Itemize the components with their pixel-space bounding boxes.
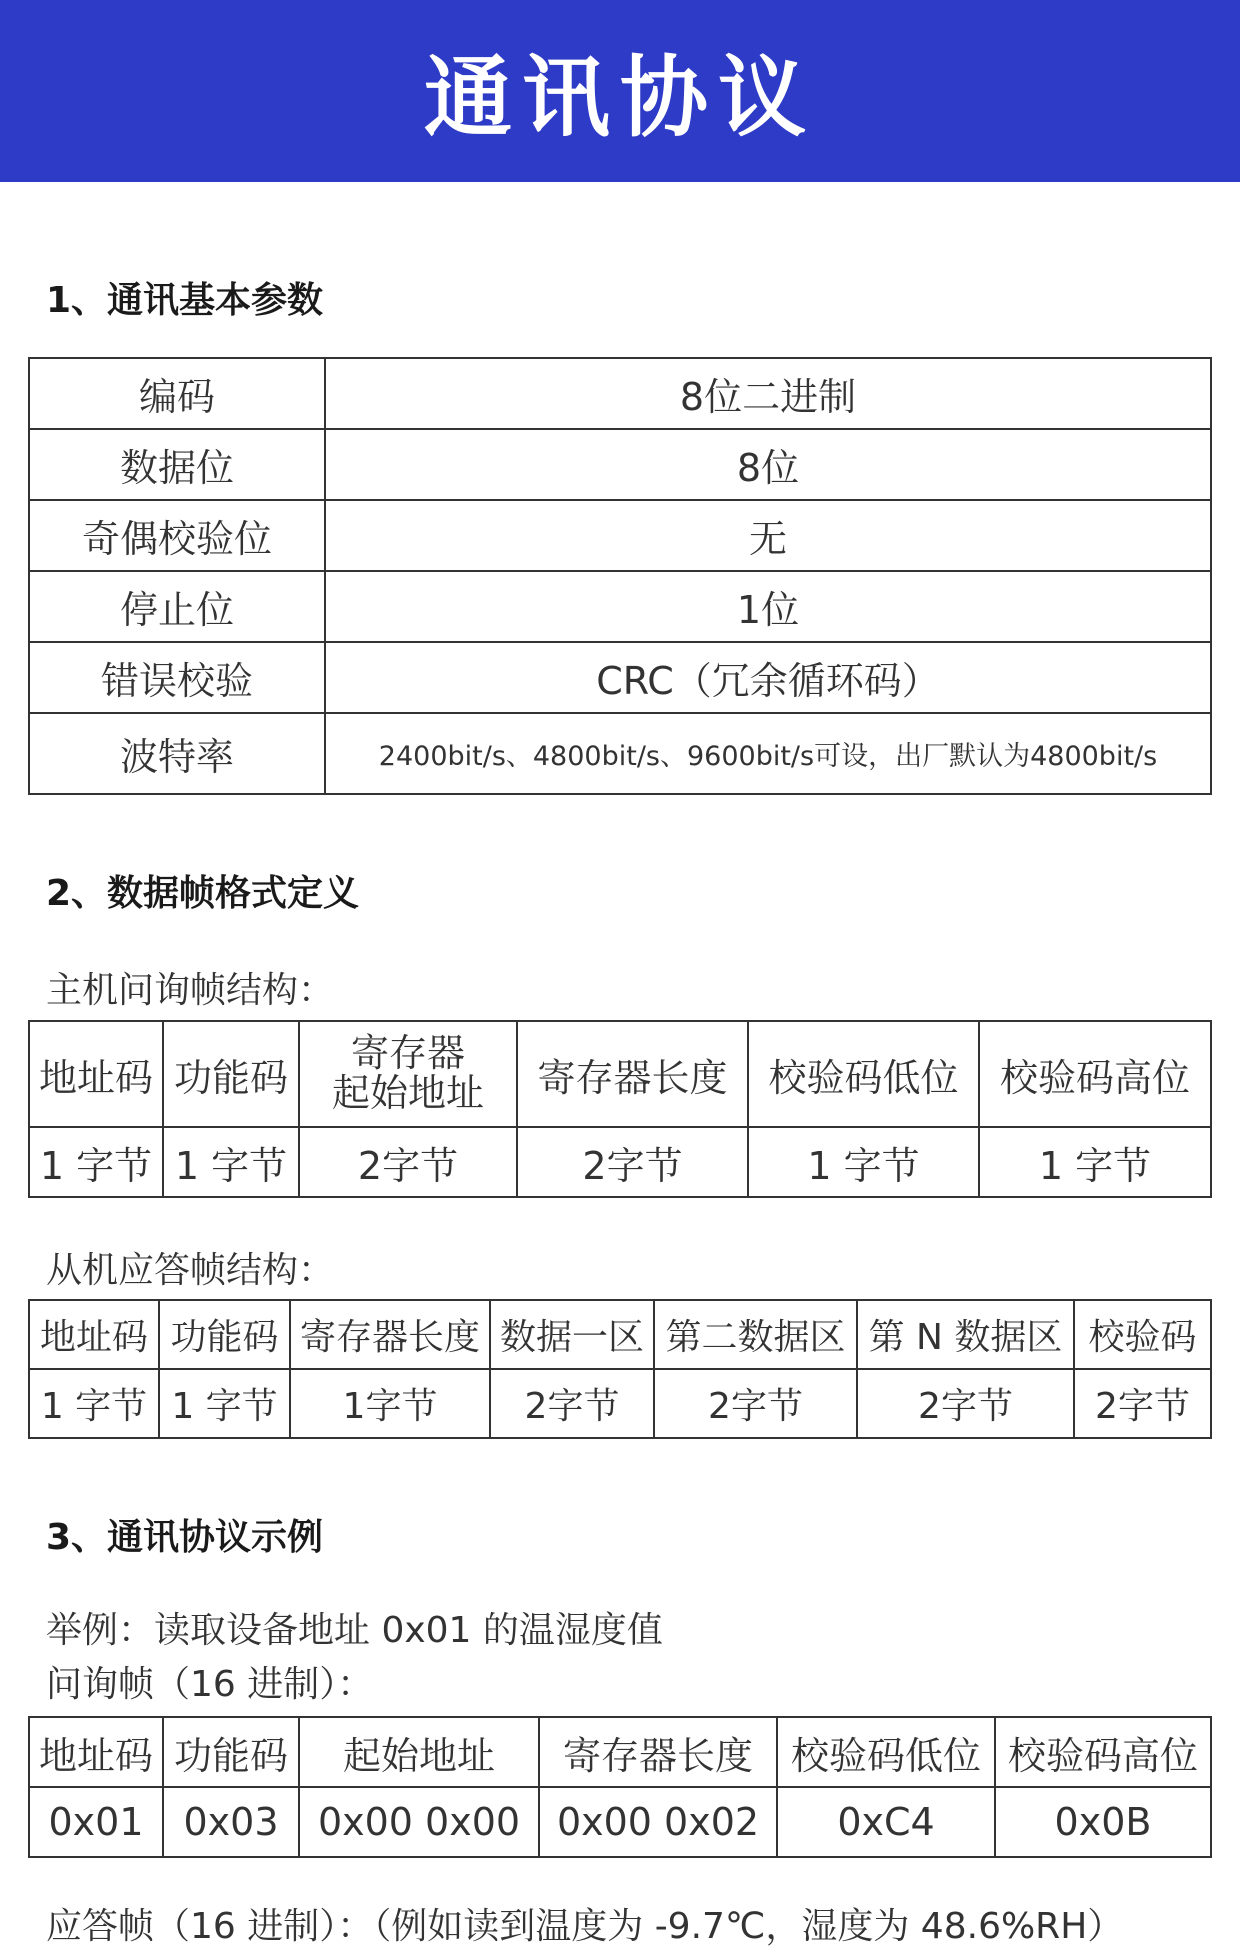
response-caption: 从机应答帧结构： (46, 1250, 335, 1291)
value-cell: 1 字节 (163, 1127, 299, 1197)
table-row (29, 642, 1211, 713)
value-cell: 1 字节 (29, 1369, 159, 1438)
table-header-row (29, 1717, 1211, 1787)
param-value: CRC（冗余循环码） (325, 642, 1211, 713)
section1-heading: 1、通讯基本参数 (46, 280, 324, 321)
title-banner (0, 0, 1240, 182)
header-cell: 校验码 (1074, 1300, 1211, 1369)
value-cell: 0x01 (29, 1787, 163, 1857)
query-caption: 问询帧（16 进制）： (46, 1664, 374, 1705)
page-title: 通讯协议 (423, 46, 816, 149)
param-label: 错误校验 (29, 642, 325, 713)
header-cell: 第二数据区 (654, 1300, 857, 1369)
header-cell: 第 N 数据区 (857, 1300, 1074, 1369)
table-row (29, 571, 1211, 642)
param-value: 1位 (325, 571, 1211, 642)
table-row (29, 358, 1211, 429)
table-row (29, 1787, 1211, 1857)
table-header-row (29, 1300, 1211, 1369)
table-row (29, 500, 1211, 571)
response-caption-example: 应答帧（16 进制）：（例如读到温度为 -9.7℃，湿度为 48.6%RH） (46, 1906, 1124, 1947)
value-cell: 1 字节 (748, 1127, 979, 1197)
value-cell: 1字节 (290, 1369, 490, 1438)
table-row (29, 429, 1211, 500)
table-row (29, 1369, 1211, 1438)
table-header-row (29, 1021, 1211, 1127)
header-cell: 功能码 (163, 1717, 299, 1787)
header-cell: 数据一区 (490, 1300, 654, 1369)
param-label: 停止位 (29, 571, 325, 642)
param-value: 无 (325, 500, 1211, 571)
header-cell: 校验码低位 (777, 1717, 995, 1787)
response-frame-table (28, 1299, 1212, 1439)
value-cell: 2字节 (299, 1127, 517, 1197)
example-query-table (28, 1716, 1212, 1858)
section3-heading: 3、通讯协议示例 (46, 1517, 324, 1558)
header-cell: 功能码 (159, 1300, 290, 1369)
header-cell: 校验码高位 (979, 1021, 1211, 1127)
value-cell: 0x00 0x00 (299, 1787, 539, 1857)
example-line: 举例：读取设备地址 0x01 的温湿度值 (46, 1610, 663, 1651)
value-cell: 2字节 (517, 1127, 748, 1197)
request-caption: 主机问询帧结构： (46, 970, 335, 1011)
request-frame-table (28, 1020, 1212, 1198)
param-label: 奇偶校验位 (29, 500, 325, 571)
params-table (28, 357, 1212, 795)
header-cell: 寄存器长度 (290, 1300, 490, 1369)
value-cell: 2字节 (857, 1369, 1074, 1438)
value-cell: 2字节 (490, 1369, 654, 1438)
param-label: 编码 (29, 358, 325, 429)
value-cell: 2字节 (654, 1369, 857, 1438)
value-cell: 1 字节 (979, 1127, 1211, 1197)
value-cell: 1 字节 (159, 1369, 290, 1438)
header-cell: 起始地址 (299, 1717, 539, 1787)
value-cell: 1 字节 (29, 1127, 163, 1197)
param-value: 8位二进制 (325, 358, 1211, 429)
header-cell: 寄存器 起始地址 (299, 1021, 517, 1127)
header-cell: 校验码低位 (748, 1021, 979, 1127)
param-label: 波特率 (29, 713, 325, 794)
header-cell: 功能码 (163, 1021, 299, 1127)
value-cell: 2字节 (1074, 1369, 1211, 1438)
header-cell: 地址码 (29, 1717, 163, 1787)
param-label: 数据位 (29, 429, 325, 500)
header-cell: 地址码 (29, 1300, 159, 1369)
header-cell: 寄存器长度 (517, 1021, 748, 1127)
header-cell: 寄存器长度 (539, 1717, 777, 1787)
table-row (29, 713, 1211, 794)
value-cell: 0xC4 (777, 1787, 995, 1857)
table-row (29, 1127, 1211, 1197)
value-cell: 0x00 0x02 (539, 1787, 777, 1857)
value-cell: 0x0B (995, 1787, 1211, 1857)
value-cell: 0x03 (163, 1787, 299, 1857)
header-cell: 校验码高位 (995, 1717, 1211, 1787)
param-value: 8位 (325, 429, 1211, 500)
header-cell: 地址码 (29, 1021, 163, 1127)
param-value: 2400bit/s、4800bit/s、9600bit/s可设，出厂默认为4800bit/s (325, 713, 1211, 794)
section2-heading: 2、数据帧格式定义 (46, 873, 360, 914)
